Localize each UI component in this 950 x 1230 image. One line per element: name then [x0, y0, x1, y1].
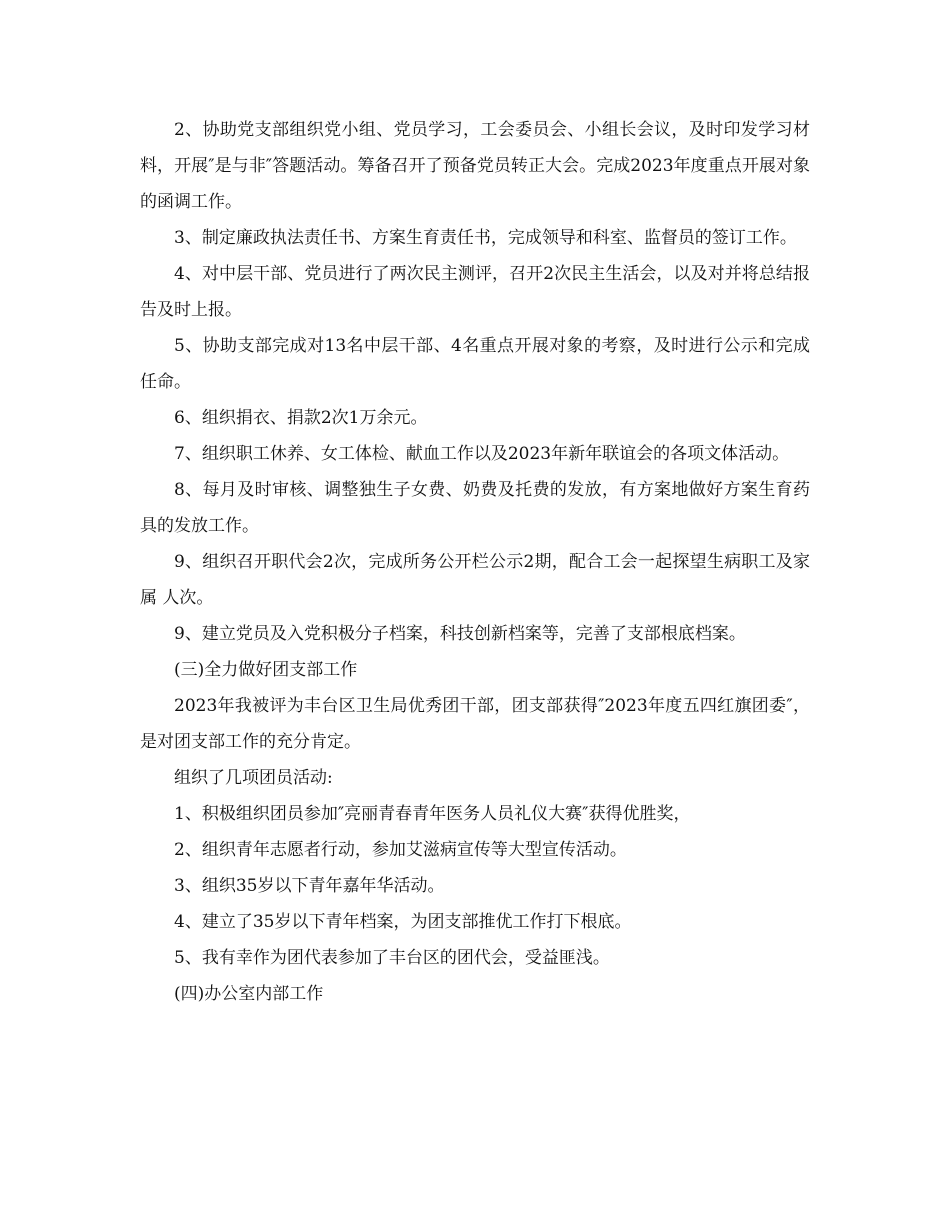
section-heading-office: (四)办公室内部工作 — [174, 984, 324, 1004]
paragraph-donation: 6、组织捐衣、捐款2次1万余元。 — [174, 408, 428, 428]
list-item-etiquette-contest: 1、积极组织团员参加″亮丽青春青年医务人员礼仪大赛″获得优胜奖， — [174, 804, 691, 824]
paragraph-archives: 9、建立党员及入党积极分子档案，科技创新档案等，完善了支部根底档案。 — [174, 624, 746, 644]
paragraph-fees: 8、每月及时审核、调整独生子女费、奶费及托费的发放，有方案地做好方案生育药具的发放工作。 — [140, 480, 810, 536]
paragraph-evaluation: 4、对中层干部、党员进行了两次民主测评，召开2次民主生活会，以及对并将总结报告及时上报。 — [140, 264, 810, 320]
paragraph-inspection: 5、协助支部完成对13名中层干部、4名重点开展对象的考察，及时进行公示和完成任命。 — [140, 336, 810, 392]
paragraph-award: 2023年我被评为丰台区卫生局优秀团干部，团支部获得″2023年度五四红旗团委″， 是对团支部工作的充分肯定。 — [140, 696, 810, 752]
list-item-league-congress: 5、我有幸作为团代表参加了丰台区的团代会，受益匪浅。 — [174, 948, 610, 968]
list-item-carnival: 3、组织35岁以下青年嘉年华活动。 — [174, 876, 445, 896]
list-item-youth-archive: 4、建立了35岁以下青年档案，为团支部推优工作打下根底。 — [174, 912, 632, 932]
paragraph-responsibility: 3、制定廉政执法责任书、方案生育责任书，完成领导和科室、监督员的签订工作。 — [174, 228, 797, 248]
paragraph-activities-intro: 组织了几项团员活动: — [174, 768, 333, 788]
paragraph-staff-activities: 7、组织职工休养、女工体检、献血工作以及2023年新年联谊会的各项文体活动。 — [174, 444, 790, 464]
section-heading-youth-league: (三)全力做好团支部工作 — [174, 660, 358, 680]
paragraph-party-study: 2、协助党支部组织党小组、党员学习，工会委员会、小组长会议，及时印发学习材料，开展″是与非″答题活动。筹备召开了预备党员转正大会。完成2023年度重点开展对象的函调工作。 — [140, 120, 810, 212]
list-item-volunteer: 2、组织青年志愿者行动，参加艾滋病宣传等大型宣传活动。 — [174, 840, 627, 860]
paragraph-staff-congress: 9、组织召开职代会2次，完成所务公开栏公示2期，配合工会一起探望生病职工及家属 人次。 — [140, 552, 810, 608]
